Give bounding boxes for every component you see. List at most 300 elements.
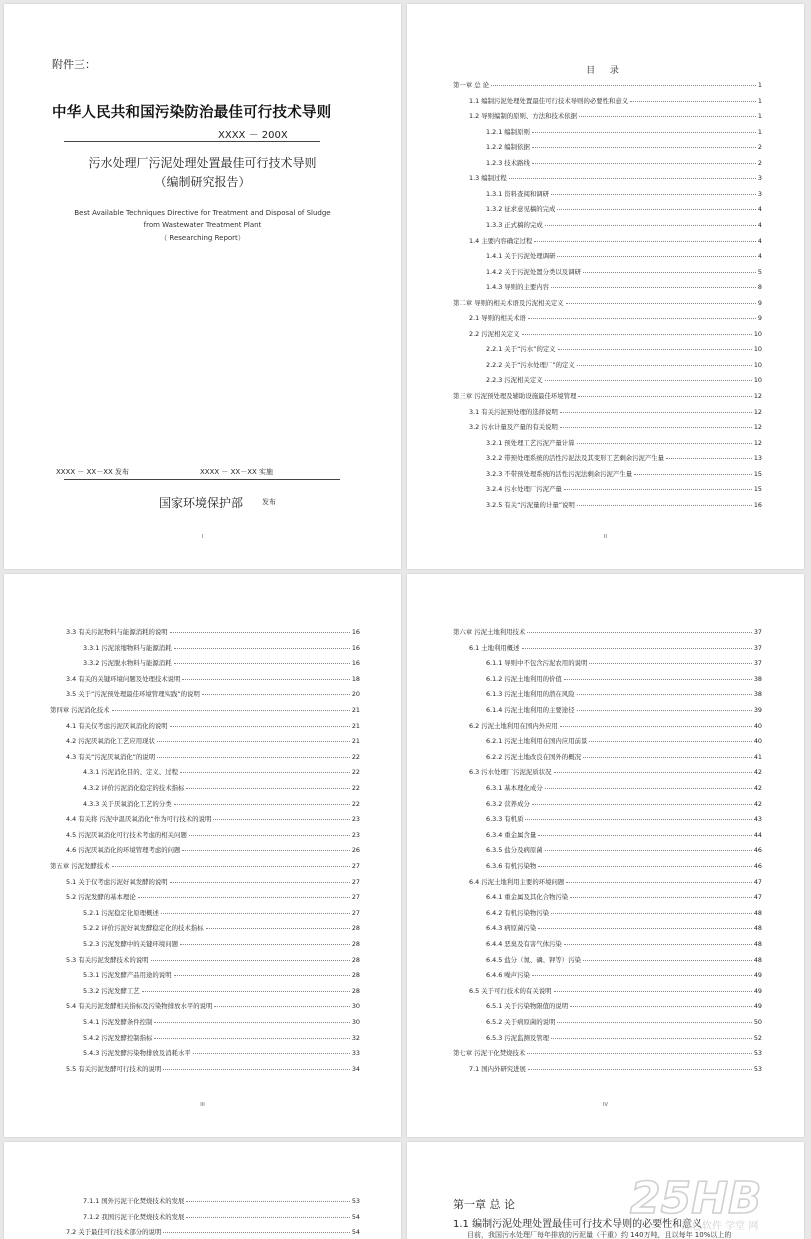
page-number: II xyxy=(604,534,607,540)
toc-entry-page: 8 xyxy=(757,283,762,292)
toc-entry-page: 34 xyxy=(351,1064,360,1073)
toc-entry-title: 3.2.5 有关“污泥量的计量”说明 xyxy=(486,500,575,509)
toc-entry[interactable] xyxy=(453,627,762,636)
report-type: （编制研究报告） xyxy=(154,175,251,189)
toc-entry-title: 3.2.2 带预处理系统的活性污泥法及其变形工艺剩余污泥产生量 xyxy=(486,454,665,463)
toc-entry-title: 6.4.4 恶臭及有害气体污染 xyxy=(486,940,562,948)
toc-entry-title: 5.4.2 污泥发酵控制指标 xyxy=(83,1033,153,1042)
toc-entry-title: 4.3 有关“污泥厌氧消化”的说明 xyxy=(66,752,156,761)
toc-entry-page: 2 xyxy=(757,158,762,167)
toc-leader-dots xyxy=(112,866,350,867)
toc-leader-dots xyxy=(578,396,751,397)
toc-entry[interactable] xyxy=(83,939,360,948)
toc-entry[interactable] xyxy=(469,407,762,416)
toc-leader-dots xyxy=(630,101,756,102)
toc-entry[interactable] xyxy=(66,721,360,730)
toc-entry[interactable] xyxy=(469,877,762,886)
toc-leader-dots xyxy=(554,991,752,992)
annex-label: 附件三： xyxy=(52,58,96,71)
toc-entry-title: 5.2 污泥发酵的基本理论 xyxy=(66,893,136,902)
toc-entry[interactable] xyxy=(486,658,762,667)
toc-page-1 xyxy=(407,4,804,569)
publish-label: 发布 xyxy=(262,498,276,506)
toc-entry-page: 28 xyxy=(351,924,360,933)
toc-entry-title: 6.1.3 污泥土地利用的潜在风险 xyxy=(486,690,575,699)
toc-entry-title: 1.1 编制污泥处理处置最佳可行技术导则的必要性和意义 xyxy=(469,96,629,105)
toc-entry[interactable] xyxy=(66,955,360,964)
toc-entry-page: 23 xyxy=(351,830,360,839)
toc-entry[interactable] xyxy=(486,970,762,979)
toc-entry-page: 16 xyxy=(351,628,360,636)
toc-entry[interactable] xyxy=(66,1064,360,1073)
toc-entry[interactable] xyxy=(66,892,360,901)
toc-entry-page: 3 xyxy=(757,174,762,183)
toc-entry-page: 15 xyxy=(753,485,762,494)
toc-entry-page: 48 xyxy=(753,908,762,917)
toc-page-3 xyxy=(407,574,804,1137)
toc-leader-dots xyxy=(180,772,350,773)
toc-entry-page: 13 xyxy=(753,454,762,463)
toc-entry-page: 21 xyxy=(351,737,360,746)
toc-entry-page: 12 xyxy=(753,392,762,400)
toc-entry[interactable] xyxy=(469,96,762,105)
toc-entry-title: 5.3.1 污泥发酵产品用途的说明 xyxy=(83,971,172,980)
toc-entry-page: 28 xyxy=(351,955,360,964)
toc-entry[interactable] xyxy=(83,799,360,808)
toc-entry-page: 4 xyxy=(757,205,762,214)
toc-entry-page: 27 xyxy=(351,862,360,870)
toc-leader-dots xyxy=(570,1006,752,1007)
toc-entry[interactable] xyxy=(486,282,762,291)
chapter-title: 第一章 总 论 xyxy=(453,1198,515,1211)
toc-entry-title: 3.3.2 污泥脱水物料与能源消耗 xyxy=(83,659,172,668)
toc-entry-title: 4.2 污泥厌氧消化工艺应用现状 xyxy=(66,737,155,746)
toc-entry-title: 5.2.2 评价污泥好氧发酵稳定化的技术指标 xyxy=(83,924,204,933)
toc-entry-title: 第三章 污泥预处理及辅助设施最佳环境管理 xyxy=(453,392,577,400)
toc-entry[interactable] xyxy=(83,643,360,652)
toc-leader-dots xyxy=(151,960,350,961)
toc-entry-title: 7.2 关于最佳可行技术部分的说明 xyxy=(66,1228,162,1236)
toc-entry-title: 3.2.4 污水处理厂污泥产量 xyxy=(486,485,562,494)
toc-entry[interactable] xyxy=(66,674,360,683)
toc-entry[interactable] xyxy=(66,1001,360,1010)
toc-entry-page: 48 xyxy=(753,924,762,933)
toc-entry[interactable] xyxy=(486,689,762,698)
toc-entry-page: 37 xyxy=(753,628,762,636)
toc-entry-page: 42 xyxy=(753,784,762,792)
toc-leader-dots xyxy=(186,788,349,789)
toc-entry[interactable] xyxy=(469,721,762,730)
toc-leader-dots xyxy=(170,726,350,727)
toc-leader-dots xyxy=(566,882,752,883)
toc-entry-title: 6.3.5 盐分及病原菌 xyxy=(486,846,543,855)
toc-entry[interactable] xyxy=(486,251,762,260)
toc-entry[interactable] xyxy=(486,1017,762,1026)
toc-leader-dots xyxy=(174,975,350,976)
toc-leader-dots xyxy=(564,489,752,490)
toc-entry-page: 12 xyxy=(753,438,762,447)
toc-entry-title: 2.2 污泥相关定义 xyxy=(469,329,520,338)
toc-entry-title: 1.4.3 导则的主要内容 xyxy=(486,283,550,292)
toc-entry[interactable] xyxy=(469,1064,762,1073)
toc-entry-page: 33 xyxy=(351,1049,360,1058)
toc-entry[interactable] xyxy=(486,674,762,683)
toc-entry-title: 3.2.1 预处理工艺污泥产量计算 xyxy=(486,438,575,447)
toc-entry[interactable] xyxy=(486,158,762,167)
page-number: III xyxy=(200,1102,205,1108)
toc-entry[interactable] xyxy=(486,220,762,229)
toc-entry[interactable] xyxy=(83,767,360,776)
toc-entry-page: 53 xyxy=(351,1197,360,1205)
toc-entry[interactable] xyxy=(486,705,762,714)
toc-leader-dots xyxy=(583,272,756,273)
toc-entry-title: 5.4.3 污泥发酵污染物排放及消耗水平 xyxy=(83,1049,191,1058)
toc-leader-dots xyxy=(538,928,752,929)
toc-entry[interactable] xyxy=(486,861,762,870)
toc-entry-title: 第七章 污泥干化焚烧技术 xyxy=(453,1049,526,1058)
toc-entry-page: 22 xyxy=(351,752,360,761)
toc-entry[interactable] xyxy=(486,344,762,353)
toc-entry-title: 第五章 污泥发酵技术 xyxy=(50,862,110,870)
toc-entry-title: 1.2 导则编制的原则、方法和技术依据 xyxy=(469,112,578,121)
toc-entry-page: 10 xyxy=(753,345,762,354)
toc-entry-page: 37 xyxy=(753,659,762,668)
toc-entry-title: 7.1.1 国外污泥干化焚烧技术的发展 xyxy=(83,1197,185,1205)
toc-entry[interactable] xyxy=(453,298,762,307)
toc-entry-title: 3.2 污水计量及产量的有关说明 xyxy=(469,423,558,432)
toc-leader-dots xyxy=(534,241,756,242)
toc-leader-dots xyxy=(193,1053,350,1054)
page-number: IV xyxy=(603,1102,608,1108)
toc-entry-page: 39 xyxy=(753,706,762,714)
toc-entry[interactable] xyxy=(486,204,762,213)
toc-entry[interactable] xyxy=(486,127,762,136)
toc-entry[interactable] xyxy=(83,908,360,917)
toc-leader-dots xyxy=(583,960,752,961)
toc-entry-page: 47 xyxy=(753,893,762,902)
toc-entry-page: 42 xyxy=(753,768,762,777)
section-title: 1.1 编制污泥处理处置最佳可行技术导则的必要性和意义 xyxy=(453,1219,703,1230)
toc-entry-title: 3.2.3 不带预处理系统的活性污泥法剩余污泥产生量 xyxy=(486,469,633,478)
toc-entry[interactable] xyxy=(66,736,360,745)
toc-entry-page: 9 xyxy=(757,314,762,323)
toc-entry[interactable] xyxy=(83,658,360,667)
toc-leader-dots xyxy=(564,944,752,945)
toc-leader-dots xyxy=(189,835,350,836)
toc-entry-title: 6.1 土地利用概述 xyxy=(469,643,520,652)
toc-entry[interactable] xyxy=(453,391,762,400)
toc-entry-title: 6.3 污水处理厂污泥泥质状况 xyxy=(469,768,552,777)
toc-entry-page: 28 xyxy=(351,940,360,948)
toc-entry-title: 4.3.2 评价污泥消化稳定的技术指标 xyxy=(83,784,185,792)
toc-entry-title: 6.5.2 关于病原菌的说明 xyxy=(486,1018,556,1026)
toc-entry-page: 49 xyxy=(753,986,762,995)
toc-entry[interactable] xyxy=(66,814,360,823)
toc-entry[interactable] xyxy=(486,469,762,478)
toc-leader-dots xyxy=(170,882,350,883)
document-subtitle: 污水处理厂污泥处理处置最佳可行技术导则 xyxy=(88,156,317,170)
toc-entry-page: 37 xyxy=(753,643,762,652)
toc-entry[interactable] xyxy=(486,814,762,823)
toc-leader-dots xyxy=(560,726,752,727)
toc-entry-title: 6.2.2 污泥土地改良在国外的概况 xyxy=(486,752,581,761)
standard-code: XXXX － 200X xyxy=(218,130,288,141)
toc-entry-title: 5.5 有关污泥发酵可行技术的说明 xyxy=(66,1064,162,1073)
toc-entry-page: 4 xyxy=(757,252,762,261)
toc-entry[interactable] xyxy=(66,627,360,636)
toc-leader-dots xyxy=(532,975,752,976)
toc-entry[interactable] xyxy=(486,267,762,276)
toc-entry-page: 22 xyxy=(351,784,360,792)
toc-entry[interactable] xyxy=(50,861,360,870)
toc-leader-dots xyxy=(163,1069,350,1070)
toc-entry-title: 1.3.1 资料查阅和调研 xyxy=(486,189,550,198)
toc-entry[interactable] xyxy=(486,908,762,917)
toc-entry[interactable] xyxy=(469,329,762,338)
toc-entry[interactable] xyxy=(453,80,762,89)
toc-leader-dots xyxy=(589,663,751,664)
toc-leader-dots xyxy=(532,147,756,148)
toc-leader-dots xyxy=(545,380,752,381)
toc-entry[interactable] xyxy=(66,845,360,854)
body-text: 目前，我国污水处理厂每年排放的污泥量（干重）约 140万吨，且以每年 10%以上的 xyxy=(467,1231,732,1239)
toc-entry[interactable] xyxy=(486,484,762,493)
toc-entry[interactable] xyxy=(469,986,762,995)
toc-entry[interactable] xyxy=(453,1048,762,1057)
toc-leader-dots xyxy=(509,178,756,179)
toc-entry[interactable] xyxy=(83,1196,360,1205)
toc-entry-title: 5.4 有关污泥发酵相关指标及污染物排放水平的说明 xyxy=(66,1002,213,1011)
toc-entry-page: 50 xyxy=(753,1018,762,1026)
toc-leader-dots xyxy=(538,866,752,867)
toc-entry[interactable] xyxy=(486,500,762,509)
toc-entry[interactable] xyxy=(469,767,762,776)
toc-entry[interactable] xyxy=(486,830,762,839)
toc-entry-page: 46 xyxy=(753,846,762,855)
toc-entry-title: 1.2.2 编制依据 xyxy=(486,143,530,152)
toc-entry-page: 12 xyxy=(753,423,762,432)
toc-entry-page: 15 xyxy=(753,469,762,478)
toc-entry-title: 2.1 导则的相关术语 xyxy=(469,314,526,323)
toc-entry[interactable] xyxy=(83,1033,360,1042)
toc-entry[interactable] xyxy=(66,877,360,886)
toc-leader-dots xyxy=(527,1053,752,1054)
toc-leader-dots xyxy=(182,679,349,680)
toc-entry-title: 4.1 有关仅考虑污泥厌氧消化的说明 xyxy=(66,721,168,730)
issuing-organization: 国家环境保护部 xyxy=(159,496,244,510)
toc-entry-page: 53 xyxy=(753,1049,762,1058)
toc-entry[interactable] xyxy=(486,360,762,369)
toc-entry-page: 1 xyxy=(757,112,762,121)
toc-entry-page: 49 xyxy=(753,971,762,980)
toc-leader-dots xyxy=(579,116,756,117)
toc-entry-page: 44 xyxy=(753,830,762,839)
toc-leader-dots xyxy=(186,1217,349,1218)
toc-entry-page: 10 xyxy=(753,376,762,385)
toc-entry[interactable] xyxy=(486,1001,762,1010)
toc-entry-title: 2.2.2 关于“污水处理厂”的定义 xyxy=(486,360,575,369)
toc-entry-page: 48 xyxy=(753,955,762,964)
toc-entry[interactable] xyxy=(83,1212,360,1221)
toc-entry[interactable] xyxy=(83,923,360,932)
toc-entry[interactable] xyxy=(486,783,762,792)
toc-entry-title: 1.2.1 编制原则 xyxy=(486,127,530,136)
toc-entry[interactable] xyxy=(486,453,762,462)
toc-leader-dots xyxy=(545,850,752,851)
toc-entry-page: 46 xyxy=(753,862,762,870)
toc-leader-dots xyxy=(142,991,350,992)
toc-leader-dots xyxy=(186,1201,349,1202)
toc-entry-page: 40 xyxy=(753,737,762,746)
toc-entry-title: 5.3.2 污泥发酵工艺 xyxy=(83,986,140,995)
toc-leader-dots xyxy=(558,349,752,350)
toc-entry[interactable] xyxy=(486,736,762,745)
toc-entry[interactable] xyxy=(50,705,360,714)
toc-entry-page: 52 xyxy=(753,1033,762,1042)
toc-entry-title: 5.1 关于仅考虑污泥好氧发酵的说明 xyxy=(66,877,168,886)
page-number: I xyxy=(201,534,204,540)
watermark-sub-text: 绿色软件 学堂 网 xyxy=(682,1221,759,1232)
toc-leader-dots xyxy=(163,1232,350,1233)
toc-leader-dots xyxy=(577,505,752,506)
toc-leader-dots xyxy=(557,256,756,257)
toc-entry-page: 1 xyxy=(757,81,762,89)
english-title-line-2: from Wastewater Treatment Plant xyxy=(143,221,262,229)
toc-entry[interactable] xyxy=(83,970,360,979)
toc-leader-dots xyxy=(528,318,756,319)
toc-entry[interactable] xyxy=(469,422,762,431)
toc-entry-page: 9 xyxy=(757,298,762,307)
toc-leader-dots xyxy=(583,757,752,758)
toc-leader-dots xyxy=(560,427,752,428)
toc-entry-title: 1.3 编制过程 xyxy=(469,174,507,183)
toc-entry-page: 20 xyxy=(351,690,360,699)
toc-entry-title: 6.1.4 污泥土地利用的主要途径 xyxy=(486,706,575,714)
toc-entry[interactable] xyxy=(486,752,762,761)
toc-entry-page: 38 xyxy=(753,674,762,683)
toc-leader-dots xyxy=(577,710,752,711)
toc-entry[interactable] xyxy=(486,845,762,854)
toc-leader-dots xyxy=(551,913,752,914)
toc-leader-dots xyxy=(213,819,350,820)
toc-entry[interactable] xyxy=(486,955,762,964)
toc-title: 目 录 xyxy=(586,66,625,76)
toc-entry-title: 6.4.5 盐分（氮、磷、钾等）污染 xyxy=(486,955,581,964)
toc-entry-page: 4 xyxy=(757,236,762,245)
toc-entry[interactable] xyxy=(486,1033,762,1042)
toc-entry-title: 6.4.6 噪声污染 xyxy=(486,971,530,980)
toc-entry-title: 1.4 主要内容确定过程 xyxy=(469,236,533,245)
toc-entry-page: 22 xyxy=(351,799,360,808)
toc-entry-title: 3.5 关于“污泥预处理最佳环境管理实践”的说明 xyxy=(66,690,200,699)
toc-entry[interactable] xyxy=(486,375,762,384)
toc-entry-title: 6.1.1 导则中不包含污泥农用的说明 xyxy=(486,659,588,668)
toc-entry-title: 6.3.2 营养成分 xyxy=(486,799,530,808)
toc-leader-dots xyxy=(554,772,752,773)
toc-leader-dots xyxy=(174,648,350,649)
issue-date: XXXX － XX－XX 发布 xyxy=(56,468,130,476)
toc-entry-page: 48 xyxy=(753,940,762,948)
toc-entry[interactable] xyxy=(83,1048,360,1057)
toc-entry-page: 43 xyxy=(753,815,762,824)
toc-entry-title: 4.4 有关将 污泥中温厌氧消化“作为可行技术的说明 xyxy=(66,815,212,824)
toc-entry[interactable] xyxy=(83,783,360,792)
toc-entry-title: 6.4.1 重金属及其化合物污染 xyxy=(486,893,569,902)
toc-entry-title: 2.2.1 关于“污水”的定义 xyxy=(486,345,556,354)
toc-entry-title: 6.5.3 污泥监测及管理 xyxy=(486,1033,550,1042)
toc-entry[interactable] xyxy=(469,236,762,245)
toc-entry[interactable] xyxy=(486,438,762,447)
toc-entry-title: 1.3.3 正式稿的完成 xyxy=(486,220,543,229)
toc-entry-title: 6.2 污泥土地利用在国内外应用 xyxy=(469,721,558,730)
toc-entry[interactable] xyxy=(469,313,762,322)
toc-entry-title: 5.2.1 污泥稳定化原理概述 xyxy=(83,908,159,917)
toc-entry[interactable] xyxy=(83,986,360,995)
toc-entry-page: 21 xyxy=(351,706,360,714)
toc-entry-title: 6.3.4 重金属含量 xyxy=(486,830,537,839)
toc-leader-dots xyxy=(560,412,752,413)
toc-leader-dots xyxy=(182,850,349,851)
toc-entry-title: 6.5 关于可行技术的有关说明 xyxy=(469,986,552,995)
toc-leader-dots xyxy=(634,474,752,475)
toc-entry-page: 2 xyxy=(757,143,762,152)
toc-entry-page: 10 xyxy=(753,360,762,369)
toc-leader-dots xyxy=(532,132,756,133)
toc-entry-title: 7.1 国内外研究进展 xyxy=(469,1064,526,1073)
toc-entry[interactable] xyxy=(469,173,762,182)
toc-entry[interactable] xyxy=(83,1017,360,1026)
toc-entry-page: 10 xyxy=(753,329,762,338)
toc-entry[interactable] xyxy=(486,892,762,901)
toc-entry[interactable] xyxy=(66,1227,360,1236)
toc-entry[interactable] xyxy=(469,111,762,120)
toc-entry[interactable] xyxy=(486,142,762,151)
toc-entry[interactable] xyxy=(486,939,762,948)
toc-entry-page: 38 xyxy=(753,690,762,699)
toc-leader-dots xyxy=(202,694,350,695)
toc-page-4 xyxy=(4,1142,401,1239)
toc-entry[interactable] xyxy=(486,799,762,808)
toc-entry-page: 27 xyxy=(351,893,360,902)
toc-entry[interactable] xyxy=(469,643,762,652)
toc-entry-title: 1.3.2 征求意见稿的完成 xyxy=(486,205,556,214)
toc-entry-page: 28 xyxy=(351,971,360,980)
toc-entry[interactable] xyxy=(66,752,360,761)
toc-leader-dots xyxy=(491,85,756,86)
toc-entry-page: 1 xyxy=(757,96,762,105)
toc-entry-title: 6.3.3 有机质 xyxy=(486,815,524,824)
toc-leader-dots xyxy=(522,648,752,649)
toc-entry-page: 26 xyxy=(351,846,360,855)
toc-entry[interactable] xyxy=(66,689,360,698)
toc-entry-title: 6.5.1 关于污染物限值的说明 xyxy=(486,1002,569,1011)
toc-leader-dots xyxy=(551,194,756,195)
toc-entry[interactable] xyxy=(486,189,762,198)
toc-entry-page: 49 xyxy=(753,1002,762,1011)
toc-entry-page: 47 xyxy=(753,877,762,886)
toc-leader-dots xyxy=(577,694,752,695)
toc-leader-dots xyxy=(157,757,350,758)
title-rule xyxy=(64,141,320,142)
toc-entry-title: 第四章 污泥消化技术 xyxy=(50,706,110,714)
toc-entry-page: 28 xyxy=(351,986,360,995)
toc-leader-dots xyxy=(157,741,350,742)
toc-entry[interactable] xyxy=(66,830,360,839)
toc-entry[interactable] xyxy=(486,923,762,932)
toc-leader-dots xyxy=(214,1006,349,1007)
toc-entry-title: 6.3.6 有机污染物 xyxy=(486,862,537,870)
toc-entry-page: 22 xyxy=(351,768,360,777)
